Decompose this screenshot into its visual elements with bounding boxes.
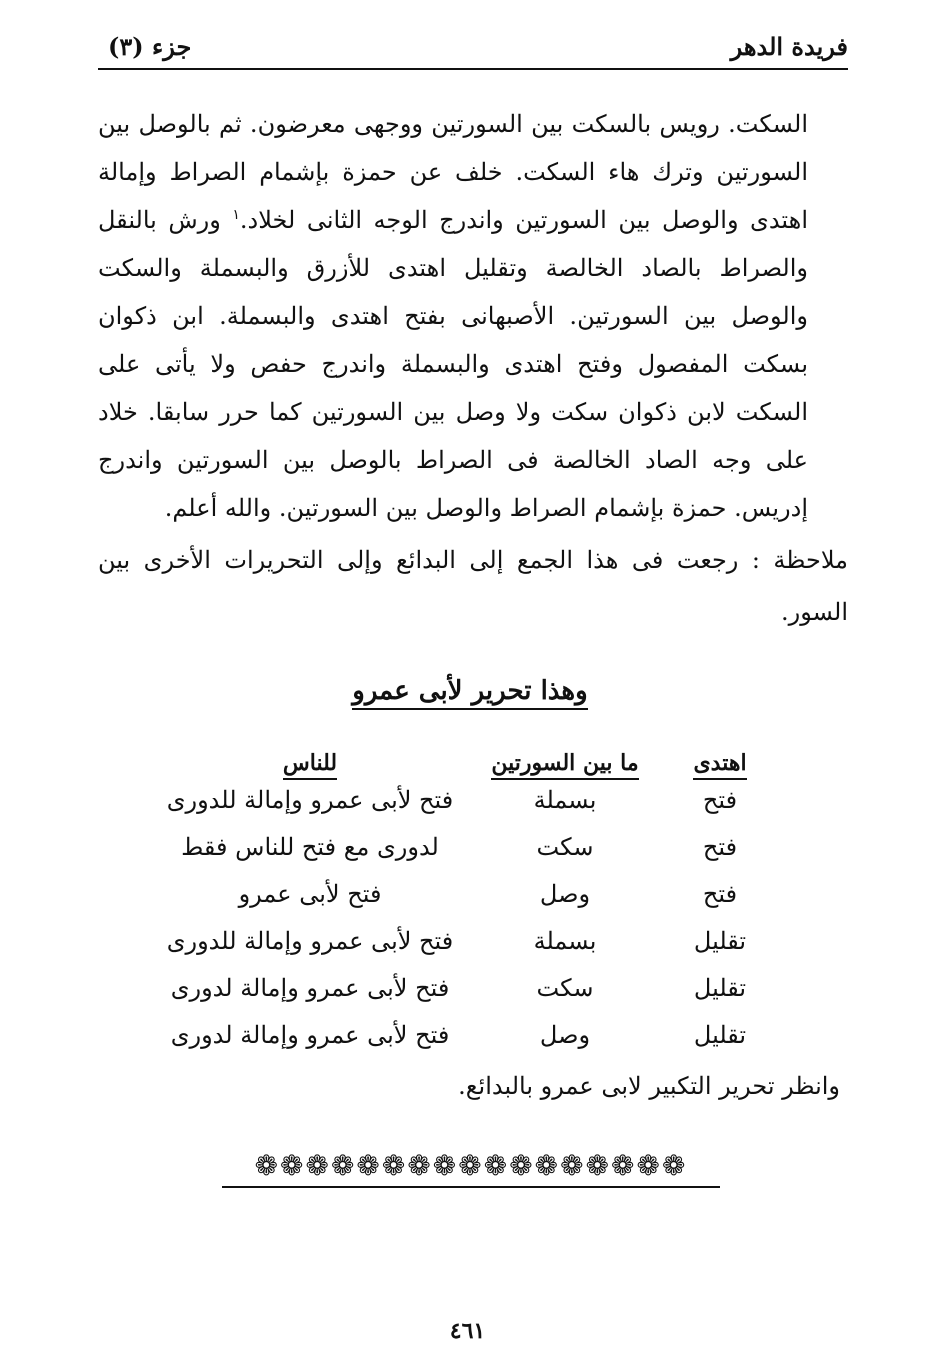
table-row xyxy=(150,917,780,964)
header-nas-text: للناس xyxy=(283,750,337,780)
table-row xyxy=(150,1011,780,1058)
part-number: جزء (٣) xyxy=(108,32,192,61)
cell-between: بسملة xyxy=(533,785,597,814)
ornament-glyphs: ❁❁❁❁❁❁❁❁❁❁❁❁❁❁❁❁❁ xyxy=(254,1149,688,1182)
book-title: فريدة الدهر xyxy=(730,32,848,61)
cell-nas: فتح لأبى عمرو وإمالة للدورى xyxy=(166,785,454,814)
header-ihtada-text: اهتدى xyxy=(693,750,746,780)
cell-ihtada: تقليل xyxy=(693,973,747,1002)
running-header xyxy=(98,28,848,68)
header-divider xyxy=(98,68,848,70)
cell-nas: لدورى مع فتح للناس فقط xyxy=(181,832,439,861)
cell-nas: فتح لأبى عمرو وإمالة لدورى xyxy=(170,1020,450,1049)
cell-nas: فتح لأبى عمرو وإمالة للدورى xyxy=(166,926,454,955)
note-paragraph: ملاحظة : رجعت فى هذا الجمع إلى البدائع وإلى التحريرات الأخرى بين السور. xyxy=(98,546,848,626)
table-row xyxy=(150,776,780,823)
ornament-underline xyxy=(222,1186,720,1188)
cell-nas: فتح لأبى عمرو وإمالة لدورى xyxy=(170,973,450,1002)
closing-line: وانظر تحرير التكبير لابى عمرو بالبدائع. xyxy=(458,1072,840,1100)
cell-between: وصل xyxy=(539,1020,591,1049)
cell-nas: فتح لأبى عمرو xyxy=(238,879,382,908)
cell-between: وصل xyxy=(539,879,591,908)
cell-ihtada: تقليل xyxy=(693,926,747,955)
cell-ihtada: فتح xyxy=(702,879,738,908)
page-number: ٤٦١ xyxy=(449,1318,486,1344)
header-between-text: ما بين السورتين xyxy=(491,750,638,780)
table-row xyxy=(150,964,780,1011)
paragraph-part-2: ورش بالنقل والصراط بالصاد الخالصة وتقليل اهتدى للأزرق والبسملة والسكت والوصل بين السورتين. الأصبهانى بفتح اهتدى والبسملة. ابن ذكوان بسكت المفصول وفتح اهتدى والبسملة واندرج حفص ولا يأتى على السكت لابن ذكوان سكت ولا وصل بين السورتين كما حرر سابقا. خلاد على وجه الصاد الخالصة فى الصراط بالوصل بين السورتين واندرج إدريس. حمزة بإشمام الصراط والوصل بين السورتين. والله أعلم. xyxy=(98,206,808,522)
paragraph-part-1: السكت. رويس بالسكت بين السورتين ووجهى معرضون. ثم بالوصل بين السورتين وترك هاء السكت. خلف عن حمزة بإشمام الصراط وإمالة اهتدى والوصل بين السورتين واندرج الوجه الثانى لخلاد. xyxy=(98,110,808,234)
paragraph-text xyxy=(98,100,808,532)
cell-ihtada: تقليل xyxy=(693,1020,747,1049)
floral-ornament-icon xyxy=(222,1150,720,1190)
footnote-marker: ١ xyxy=(232,207,240,223)
main-paragraph xyxy=(98,100,808,532)
tahrir-table xyxy=(150,730,780,1058)
cell-between: سكت xyxy=(536,973,594,1002)
table-header-row xyxy=(150,730,780,776)
header-ihtada xyxy=(660,730,780,776)
header-nas xyxy=(150,730,470,776)
table-row xyxy=(150,870,780,917)
section-title-text: وهذا تحرير لأبى عمرو xyxy=(352,676,587,710)
cell-ihtada: فتح xyxy=(702,832,738,861)
cell-between: سكت xyxy=(536,832,594,861)
section-title xyxy=(280,676,660,706)
cell-ihtada: فتح xyxy=(702,785,738,814)
table-row xyxy=(150,823,780,870)
cell-between: بسملة xyxy=(533,926,597,955)
header-between xyxy=(470,730,660,776)
